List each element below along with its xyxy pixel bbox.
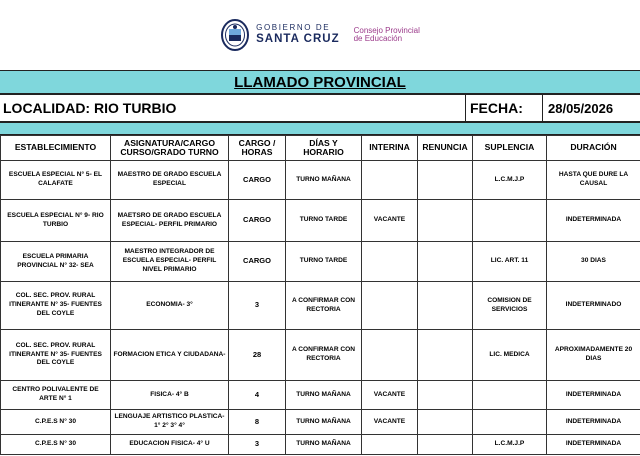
cell-renuncia <box>418 410 473 435</box>
consejo-line1: Consejo Provincial <box>353 25 420 35</box>
cell-dias-horario: TURNO MAÑANA <box>286 161 362 200</box>
cell-interina: VACANTE <box>362 410 418 435</box>
cell-dias-horario: TURNO TARDE <box>286 200 362 242</box>
cell-interina <box>362 282 418 330</box>
cell-establecimiento: CENTRO POLIVALENTE DE ARTE N° 1 <box>1 381 111 410</box>
cell-suplencia: LIC. ART. 11 <box>473 242 547 282</box>
location-date-row <box>0 94 640 122</box>
cell-interina <box>362 242 418 282</box>
cell-asignatura: FORMACION ETICA Y CIUDADANA- <box>111 330 229 381</box>
cell-asignatura: MAESTRO INTEGRADOR DE ESCUELA ESPECIAL- PERFIL NIVEL PRIMARIO <box>111 242 229 282</box>
table-row <box>1 410 640 435</box>
document-title: LLAMADO PROVINCIAL <box>0 70 640 94</box>
cell-renuncia <box>418 435 473 455</box>
cell-renuncia <box>418 161 473 200</box>
cell-cargo-horas: 3 <box>229 435 286 455</box>
cell-suplencia <box>473 200 547 242</box>
cell-renuncia <box>418 200 473 242</box>
vacancy-table <box>0 135 640 455</box>
localidad-label: LOCALIDAD: RIO TURBIO <box>0 95 466 121</box>
cell-establecimiento: ESCUELA PRIMARIA PROVINCIAL N° 32- SEA <box>1 242 111 282</box>
cell-cargo-horas: 4 <box>229 381 286 410</box>
gobierno-logo-text <box>256 24 339 46</box>
cell-interina: VACANTE <box>362 200 418 242</box>
cell-suplencia <box>473 410 547 435</box>
cell-dias-horario: A CONFIRMAR CON RECTORIA <box>286 330 362 381</box>
consejo-logo-text <box>354 27 420 44</box>
cell-establecimiento: COL. SEC. PROV. RURAL ITINERANTE N° 35- FUENTES DEL COYLE <box>1 282 111 330</box>
cell-duracion: HASTA QUE DURE LA CAUSAL <box>547 161 640 200</box>
spacer-band <box>0 122 640 135</box>
cell-cargo-horas: CARGO <box>229 242 286 282</box>
table-row <box>1 330 640 381</box>
col-establecimiento: ESTABLECIMIENTO <box>1 136 111 161</box>
cell-dias-horario: A CONFIRMAR CON RECTORIA <box>286 282 362 330</box>
cell-asignatura: LENGUAJE ARTISTICO PLASTICA- 1° 2° 3° 4° <box>111 410 229 435</box>
cell-duracion: INDETERMINADA <box>547 200 640 242</box>
provincial-crest-icon <box>220 18 250 52</box>
cell-asignatura: ECONOMIA- 3° <box>111 282 229 330</box>
col-interina: INTERINA <box>362 136 418 161</box>
cell-duracion: APROXIMADAMENTE 20 DIAS <box>547 330 640 381</box>
table-row <box>1 381 640 410</box>
cell-establecimiento: COL. SEC. PROV. RURAL ITINERANTE N° 35- FUENTES DEL COYLE <box>1 330 111 381</box>
table-row <box>1 200 640 242</box>
cell-suplencia: COMISION DE SERVICIOS <box>473 282 547 330</box>
col-cargo-horas: CARGO / HORAS <box>229 136 286 161</box>
cell-cargo-horas: CARGO <box>229 200 286 242</box>
cell-duracion: INDETERMINADO <box>547 282 640 330</box>
cell-asignatura: MAETSRO DE GRADO ESCUELA ESPECIAL- PERFIL PRIMARIO <box>111 200 229 242</box>
cell-suplencia: LIC. MEDICA <box>473 330 547 381</box>
cell-suplencia <box>473 381 547 410</box>
col-dias-horario: DÍAS Y HORARIO <box>286 136 362 161</box>
cell-renuncia <box>418 330 473 381</box>
cell-renuncia <box>418 381 473 410</box>
table-row <box>1 242 640 282</box>
cell-interina: VACANTE <box>362 381 418 410</box>
cell-cargo-horas: 8 <box>229 410 286 435</box>
col-renuncia: RENUNCIA <box>418 136 473 161</box>
cell-cargo-horas: CARGO <box>229 161 286 200</box>
cell-dias-horario: TURNO MAÑANA <box>286 381 362 410</box>
cell-asignatura: MAESTRO DE GRADO ESCUELA ESPECIAL <box>111 161 229 200</box>
cell-renuncia <box>418 242 473 282</box>
col-suplencia: SUPLENCIA <box>473 136 547 161</box>
cell-duracion: INDETERMINADA <box>547 410 640 435</box>
cell-dias-horario: TURNO TARDE <box>286 242 362 282</box>
table-row <box>1 161 640 200</box>
table-header-row <box>1 136 640 161</box>
table-row <box>1 282 640 330</box>
fecha-value: 28/05/2026 <box>548 100 614 116</box>
col-duracion: DURACIÓN <box>547 136 640 161</box>
cell-asignatura: EDUCACION FISICA- 4° U <box>111 435 229 455</box>
cell-interina <box>362 330 418 381</box>
page-header <box>0 0 640 70</box>
cell-establecimiento: C.P.E.S N° 30 <box>1 435 111 455</box>
table-body <box>1 161 640 455</box>
cell-cargo-horas: 28 <box>229 330 286 381</box>
cell-establecimiento: C.P.E.S N° 30 <box>1 410 111 435</box>
cell-dias-horario: TURNO MAÑANA <box>286 435 362 455</box>
cell-interina <box>362 161 418 200</box>
cell-renuncia <box>418 282 473 330</box>
cell-duracion: INDETERMINADA <box>547 435 640 455</box>
cell-cargo-horas: 3 <box>229 282 286 330</box>
cell-dias-horario: TURNO MAÑANA <box>286 410 362 435</box>
cell-duracion: 30 DIAS <box>547 242 640 282</box>
cell-suplencia: L.C.M.J.P <box>473 435 547 455</box>
cell-establecimiento: ESCUELA ESPECIAL N° 9- RIO TURBIO <box>1 200 111 242</box>
cell-suplencia: L.C.M.J.P <box>473 161 547 200</box>
consejo-line2: de Educación <box>353 34 403 43</box>
table-row <box>1 435 640 455</box>
gobierno-line1: GOBIERNO DE <box>256 23 331 33</box>
col-asignatura: ASIGNATURA/CARGO CURSO/GRADO TURNO <box>111 136 229 161</box>
cell-duracion: INDETERMINADA <box>547 381 640 410</box>
fecha-label: FECHA: <box>466 95 543 121</box>
cell-establecimiento: ESCUELA ESPECIAL N° 5- EL CALAFATE <box>1 161 111 200</box>
cell-interina <box>362 435 418 455</box>
cell-asignatura: FISICA- 4° B <box>111 381 229 410</box>
gobierno-line2: SANTA CRUZ <box>256 33 340 46</box>
